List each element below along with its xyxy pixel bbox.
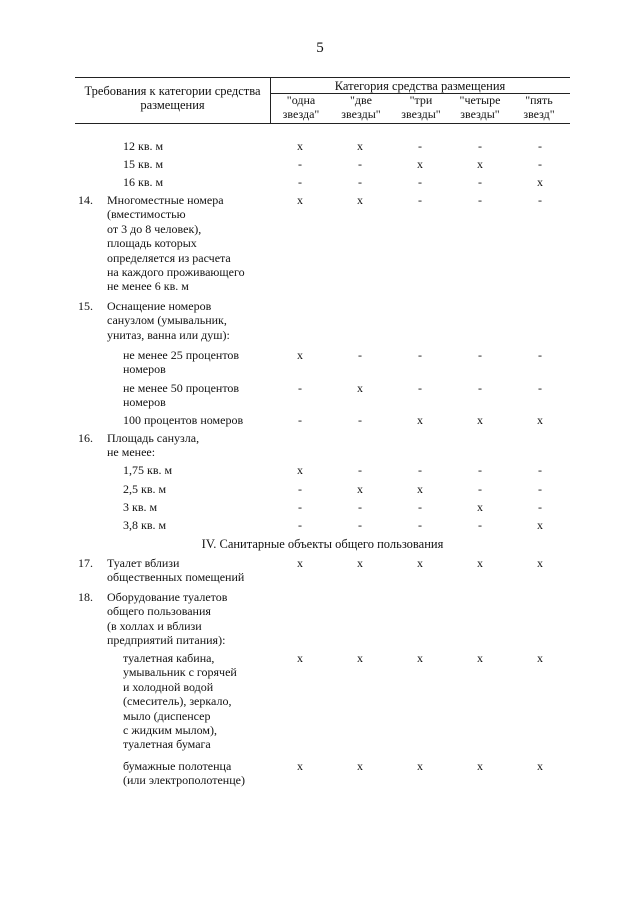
column-header-one-star: "одна звезда" <box>282 93 320 121</box>
category-mark: x <box>357 482 363 496</box>
category-mark: - <box>538 482 542 496</box>
category-mark: - <box>478 348 482 362</box>
category-mark: - <box>478 175 482 189</box>
category-mark: - <box>478 518 482 532</box>
category-mark: - <box>358 463 362 477</box>
category-mark: - <box>358 157 362 171</box>
category-mark: - <box>418 518 422 532</box>
category-mark: x <box>537 413 543 427</box>
category-mark: x <box>477 556 483 570</box>
row-number: 14. <box>78 193 93 207</box>
category-mark: x <box>297 139 303 153</box>
requirements-column-header: Требования к категории средства размещения <box>84 84 261 112</box>
category-mark: - <box>358 348 362 362</box>
row-number: 18. <box>78 590 93 604</box>
category-mark: - <box>478 463 482 477</box>
category-mark: - <box>418 193 422 207</box>
category-mark: - <box>298 500 302 514</box>
row-label: Многоместные номера (вместимостью от 3 до 8 человек), площадь которых определяется из расчета на каждого проживающего не менее 6 кв. м <box>107 193 245 294</box>
category-mark: x <box>417 759 423 773</box>
category-mark: x <box>537 518 543 532</box>
row-number: 16. <box>78 431 93 445</box>
category-mark: x <box>477 500 483 514</box>
row-label: 100 процентов номеров <box>123 413 244 427</box>
category-mark: - <box>538 139 542 153</box>
row-label: туалетная кабина, умывальник с горячей и холодной водой (смеситель), зеркало, мыло (диспенсер с жидким мылом), туалетная бумага <box>123 651 237 752</box>
row-label: 16 кв. м <box>123 175 164 189</box>
row-number: 15. <box>78 299 93 313</box>
category-mark: x <box>537 759 543 773</box>
column-header-five-stars: "пять звезд" <box>523 93 555 121</box>
category-mark: - <box>418 348 422 362</box>
header-bottom-rule <box>75 123 570 124</box>
row-label: бумажные полотенца (или электрополотенце) <box>123 759 245 788</box>
category-mark: x <box>537 556 543 570</box>
row-label: не менее 50 процентов номеров <box>123 381 240 410</box>
row-label: не менее 25 процентов номеров <box>123 348 240 377</box>
header-vertical-divider <box>270 77 271 123</box>
category-mark: - <box>478 482 482 496</box>
category-mark: - <box>358 518 362 532</box>
category-mark: x <box>417 482 423 496</box>
category-mark: - <box>358 413 362 427</box>
row-label: 12 кв. м <box>123 139 164 153</box>
category-mark: x <box>417 556 423 570</box>
category-mark: x <box>477 157 483 171</box>
category-mark: - <box>418 500 422 514</box>
category-mark: - <box>418 175 422 189</box>
category-mark: - <box>538 193 542 207</box>
category-mark: x <box>357 381 363 395</box>
row-label: Оборудование туалетов общего пользования (в холлах и вблизи предприятий питания): <box>107 590 228 648</box>
row-label: 2,5 кв. м <box>123 482 167 496</box>
category-mark: - <box>538 500 542 514</box>
category-mark: - <box>298 175 302 189</box>
category-mark: x <box>417 651 423 665</box>
category-mark: - <box>298 157 302 171</box>
category-mark: - <box>538 348 542 362</box>
category-mark: x <box>417 157 423 171</box>
category-mark: - <box>418 139 422 153</box>
row-label: Оснащение номеров санузлом (умывальник, унитаз, ванна или душ): <box>107 299 230 342</box>
category-mark: x <box>357 139 363 153</box>
table-top-rule <box>75 77 570 78</box>
category-mark: - <box>418 463 422 477</box>
category-mark: - <box>298 482 302 496</box>
category-mark: x <box>297 651 303 665</box>
category-mark: - <box>418 381 422 395</box>
row-label: 3,8 кв. м <box>123 518 167 532</box>
category-mark: x <box>357 759 363 773</box>
category-mark: x <box>297 463 303 477</box>
category-mark: x <box>357 193 363 207</box>
category-mark: - <box>538 381 542 395</box>
category-mark: - <box>478 381 482 395</box>
category-mark: - <box>358 175 362 189</box>
category-mark: - <box>298 413 302 427</box>
row-label: 3 кв. м <box>123 500 158 514</box>
row-label: Туалет вблизи общественных помещений <box>107 556 245 585</box>
category-mark: x <box>297 556 303 570</box>
category-mark: x <box>297 193 303 207</box>
column-header-two-stars: "две звезды" <box>341 93 381 121</box>
column-header-three-stars: "три звезды" <box>401 93 441 121</box>
category-mark: - <box>298 381 302 395</box>
row-label: 15 кв. м <box>123 157 164 171</box>
category-mark: x <box>417 413 423 427</box>
category-mark: x <box>477 413 483 427</box>
category-mark: - <box>538 157 542 171</box>
category-mark: x <box>537 175 543 189</box>
section-heading: IV. Санитарные объекты общего пользования <box>201 537 444 551</box>
category-mark: x <box>477 759 483 773</box>
row-label: Площадь санузла, не менее: <box>107 431 200 460</box>
column-header-four-stars: "четыре звезды" <box>459 93 501 121</box>
row-number: 17. <box>78 556 93 570</box>
row-label: 1,75 кв. м <box>123 463 173 477</box>
category-mark: x <box>297 759 303 773</box>
category-mark: - <box>298 518 302 532</box>
category-mark: - <box>478 139 482 153</box>
category-group-header: Категория средства размещения <box>334 79 506 93</box>
page-number: 5 <box>316 40 324 56</box>
category-mark: x <box>357 651 363 665</box>
category-mark: - <box>538 463 542 477</box>
category-mark: x <box>297 348 303 362</box>
category-mark: x <box>357 556 363 570</box>
category-mark: x <box>537 651 543 665</box>
category-mark: - <box>358 500 362 514</box>
category-mark: x <box>477 651 483 665</box>
category-mark: - <box>478 193 482 207</box>
